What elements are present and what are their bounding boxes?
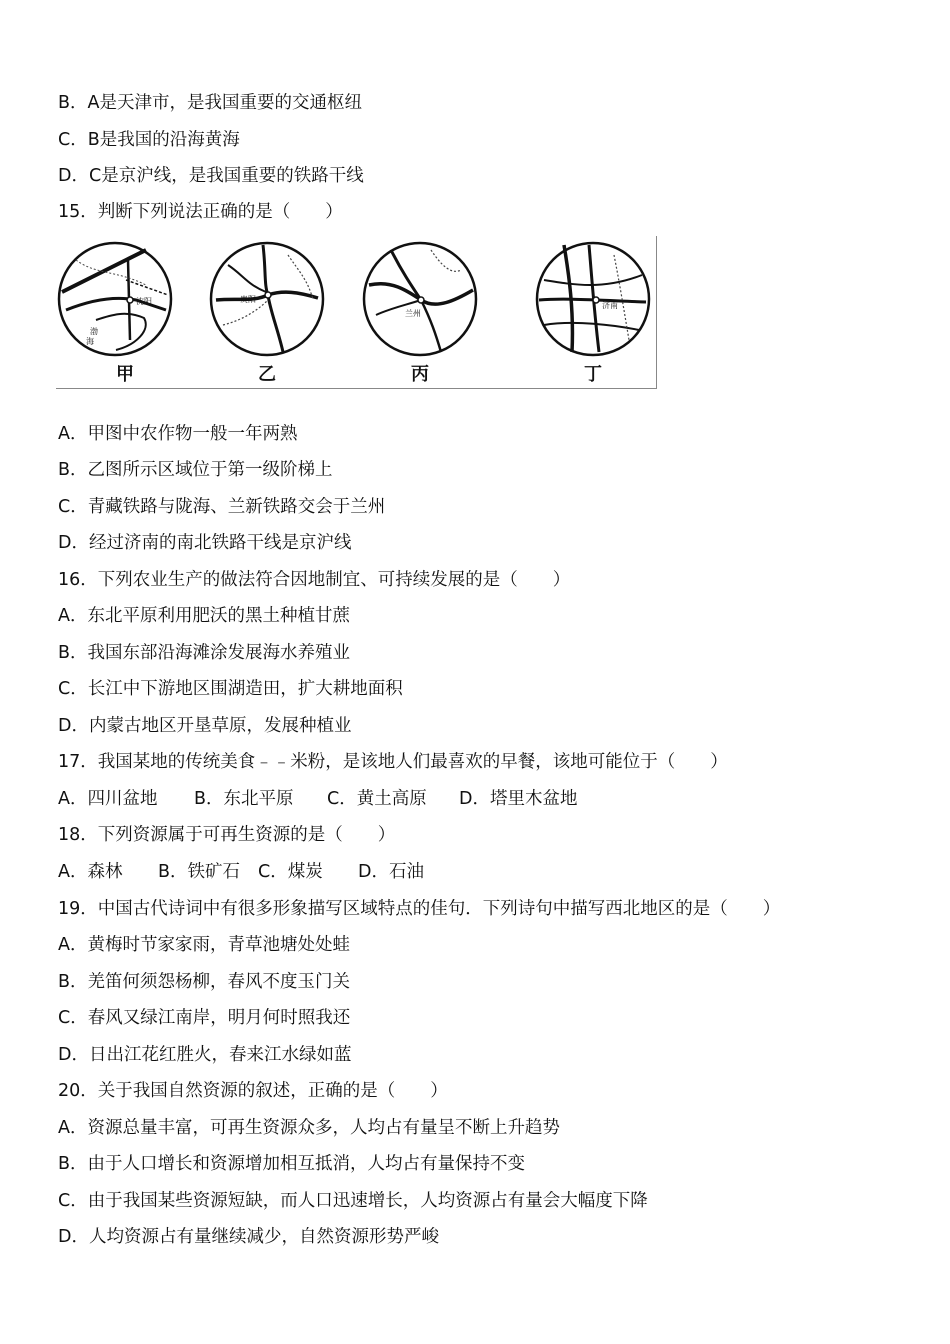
q14-option-d: D．C是京沪线，是我国重要的铁路干线 [58,166,364,186]
map-caption-ding: 丁 [584,364,602,385]
q16-option-b: B．我国东部沿海滩涂发展海水养殖业 [58,643,351,663]
q18-option-d: D．石油 [358,862,424,882]
q17-options [58,787,577,811]
q17-option-d: D．塔里木盆地 [459,789,578,809]
q19-stem: 19．中国古代诗词中有很多形象描写区域特点的佳句．下列诗句中描写西北地区的是（ ） [58,899,781,919]
q15-option-c: C．青藏铁路与陇海、兰新铁路交会于兰州 [58,497,386,517]
q15-map-figure [56,236,657,389]
q15-stem: 15．判断下列说法正确的是（ ） [58,202,343,222]
q17-option-c: C．黄土高原 [327,789,427,809]
map-label-shenyang: 沈阳 [136,297,152,306]
q19-option-d: D．日出江花红胜火，春来江水绿如蓝 [58,1045,352,1065]
q14-option-c: C．B是我国的沿海黄海 [58,130,240,150]
map-jia [56,240,174,358]
q15-option-a: A．甲图中农作物一般一年两熟 [58,424,298,444]
map-label-guiyang: 贵阳 [240,295,256,304]
map-caption-jia: 甲 [116,364,134,385]
q18-option-c: C．煤炭 [258,862,323,882]
q16-option-a: A．东北平原利用肥沃的黑土种植甘蔗 [58,606,350,626]
map-caption-bing: 丙 [411,364,429,385]
q19-option-a: A．黄梅时节家家雨，青草池塘处处蛙 [58,935,350,955]
q19-option-c: C．春风又绿江南岸，明月何时照我还 [58,1008,351,1028]
q18-option-b: B．铁矿石 [158,862,241,882]
map-label-lanzhou: 兰州 [405,309,421,318]
q19-option-b: B．羌笛何须怨杨柳，春风不度玉门关 [58,972,351,992]
q17-option-b: B．东北平原 [194,789,294,809]
map-label-bo: 渤 [90,327,98,336]
q16-option-d: D．内蒙古地区开垦草原，发展种植业 [58,716,352,736]
q18-option-a: A．森林 [58,862,123,882]
map-label-hai: 海 [86,337,94,346]
q20-option-c: C．由于我国某些资源短缺，而人口迅速增长，人均资源占有量会大幅度下降 [58,1191,648,1211]
q14-option-b: B．A是天津市，是我国重要的交通枢纽 [58,93,362,113]
q15-option-d: D．经过济南的南北铁路干线是京沪线 [58,533,352,553]
q15-option-b: B．乙图所示区域位于第一级阶梯上 [58,460,333,480]
map-yi [208,240,326,358]
q18-stem: 18．下列资源属于可再生资源的是（ ） [58,825,396,845]
map-caption-yi: 乙 [258,364,276,385]
q18-options [58,860,424,884]
q20-option-d: D．人均资源占有量继续减少，自然资源形势严峻 [58,1227,439,1247]
q16-stem: 16．下列农业生产的做法符合因地制宜、可持续发展的是（ ） [58,570,571,590]
map-label-jinan: 济南 [602,301,618,310]
map-bing [361,240,479,358]
map-ding [534,240,652,358]
q17-stem: 17．我国某地的传统美食﹣﹣米粉，是该地人们最喜欢的早餐，该地可能位于（ ） [58,752,728,772]
q20-stem: 20．关于我国自然资源的叙述，正确的是（ ） [58,1081,448,1101]
q20-option-a: A．资源总量丰富，可再生资源众多，人均占有量呈不断上升趋势 [58,1118,560,1138]
q20-option-b: B．由于人口增长和资源增加相互抵消，人均占有量保持不变 [58,1154,526,1174]
q16-option-c: C．长江中下游地区围湖造田，扩大耕地面积 [58,679,403,699]
q17-option-a: A．四川盆地 [58,789,158,809]
